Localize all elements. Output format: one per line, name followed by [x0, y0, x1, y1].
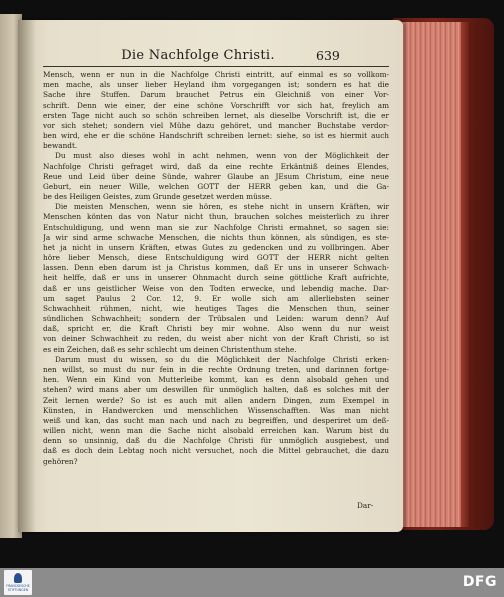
- text-line: höre lieber Mensch, diese Entschuldigung wird GOTT der HERR nicht gelten: [43, 253, 389, 263]
- text-line: heit helffe, daß er uns in unserer Ohnmacht durch seine göttliche Kraft aufrichte,: [43, 273, 389, 283]
- text-line: willen nicht, wenn man die Sache nicht alsobald erreichen kan. Warum bist du: [43, 426, 389, 436]
- text-line: bewandt.: [43, 141, 78, 151]
- text-line: daß es doch dein Lebtag noch nicht versuchet, noch die Mittel gebrauchet, die dazu: [43, 446, 389, 456]
- page-number: 639: [316, 48, 340, 63]
- text-line: Die meisten Menschen, wenn sie hören, es stehe nicht in unsern Kräften, wir: [55, 202, 389, 212]
- text-line: ersten Tage nicht auch so schön schreiben lernet, als dieselbe Vorschrift ist, die er: [43, 110, 389, 120]
- text-line: Mensch, wenn er nun in die Nachfolge Christi eintritt, auf einmal es so vollkom-: [43, 70, 389, 79]
- text-line: es ein Zeichen, daß es sehr schlecht um deinen Christenthum stehe.: [43, 344, 297, 354]
- text-line: Du must also dieses wohl in acht nehmen, wenn von der Möglichkeit der: [55, 151, 389, 161]
- text-line: Zeit lernen werde? So ist es auch mit allen andern Dingen, zum Exempel in: [43, 395, 389, 405]
- catchword: Dar-: [357, 501, 374, 510]
- text-line: het ja nicht in unsern Kräften, etwas Gutes zu gedencken und zu vollbringen. Aber: [43, 242, 389, 252]
- text-line: vor sich stehet; sondern viel Mühe dazu gehöret, und mancher Buchstabe verdor-: [43, 120, 389, 130]
- text-line: daß er uns geistlicher Weise von den Todten erwecke, und lebendig mache. Dar-: [43, 283, 389, 293]
- running-head: Die Nachfolge Christi.: [121, 48, 275, 63]
- text-line: daß, spricht er, die Kraft Christi bey mir wohne. Also wenn du nur weist: [43, 324, 389, 334]
- text-line: Entschuldigung, und wenn man sie zur Nachfolge Christi ermahnet, so sagen sie:: [43, 222, 389, 232]
- text-line: nen willst, so must du nur fein in die rechte Ordnung treten, und darinnen fortge-: [43, 364, 389, 374]
- text-line: weiß und kan, das sucht man nach und nach zu begreiffen, und desperiret um deß-: [43, 415, 389, 425]
- text-line: hen. Wenn ein Kind von Mutterleibe kommt, kan es denn alsobald gehen und: [43, 375, 389, 385]
- text-line: men mache, als unser lieber Heyland ihm vorgegangen ist; sondern es hat die: [43, 80, 389, 90]
- text-line: be des Heiligen Geistes, zum Grunde gesetzet werden müsse.: [43, 192, 272, 202]
- book-page: [18, 20, 403, 532]
- page-gutter-shadow: [18, 20, 36, 532]
- text-line: gehören?: [43, 456, 78, 466]
- logo-emblem-icon: [14, 573, 22, 583]
- text-line: Reue und Leid über deine Sünde, wahrer Glaube an JEsum Christum, eine neue: [43, 171, 389, 181]
- dfg-logo[interactable]: DFG: [462, 574, 497, 590]
- body-text: [43, 70, 389, 467]
- text-line: Ja wir sind arme schwache Menschen, die nichts thun können, als sündigen, es ste-: [43, 232, 389, 242]
- text-line: Darum must du wissen, so du die Möglichkeit der Nachfolge Christi erken-: [55, 354, 389, 364]
- text-line: Schwachheit rühmen, nicht, wie heutiges Tages die Menschen thun, seiner: [43, 303, 389, 313]
- header-rule: [43, 66, 389, 67]
- text-line: sündlichen Schwachheit; sondern der Trübsalen und Leiden: warum denn? Auf: [43, 314, 389, 324]
- institution-logo[interactable]: [4, 570, 32, 595]
- text-line: Geburt, ein neuer Wille, welchen GOTT der HERR geben kan, und die Ga-: [43, 181, 389, 191]
- text-line: um saget Paulus 2 Cor. 12, 9. Er wolle sich am allerliebsten seiner: [43, 293, 389, 303]
- text-line: stehen? wird mans aber um deswillen für unmöglich halten, daß es solches mit der: [43, 385, 389, 395]
- text-line: ben wird, ehe er die schöne Handschrift schreiben lernet: siehe, so ist es hiermit auch: [43, 131, 389, 141]
- text-line: Nachfolge Christi gefraget wird, daß da eine rechte Erkäntniß deines Elendes,: [43, 161, 389, 171]
- text-line: von deiner Schwachheit zu reden, du weist aber nicht von der Kraft Christi, so ist: [43, 334, 389, 344]
- footer-bar: [0, 568, 504, 597]
- text-line: lassen. Denn eben darum ist ja Christus kommen, daß Er uns in unserer Schwach-: [43, 263, 389, 273]
- text-line: Sache ihre Stuffen. Darum brauchet Petrus ein Gleichniß von einer Vor-: [43, 90, 389, 100]
- text-line: schrift. Denn wie einer, der eine schöne Vorschrifft vor sich hat, freylich am: [43, 100, 389, 110]
- text-line: denn so unsinnig, daß du die Nachfolge Christi für unmöglich ausgiebest, und: [43, 436, 389, 446]
- text-line: Künsten, in Handwercken und menschlichen Wissenschafften. Was man nicht: [43, 405, 389, 415]
- page-edges: [397, 22, 469, 527]
- text-line: Menschen könten das von Natur nicht thun, brauchen solches meisterlich zu ihrer: [43, 212, 389, 222]
- logo-text: FRANCKESCHE STIFTUNGEN: [6, 584, 30, 592]
